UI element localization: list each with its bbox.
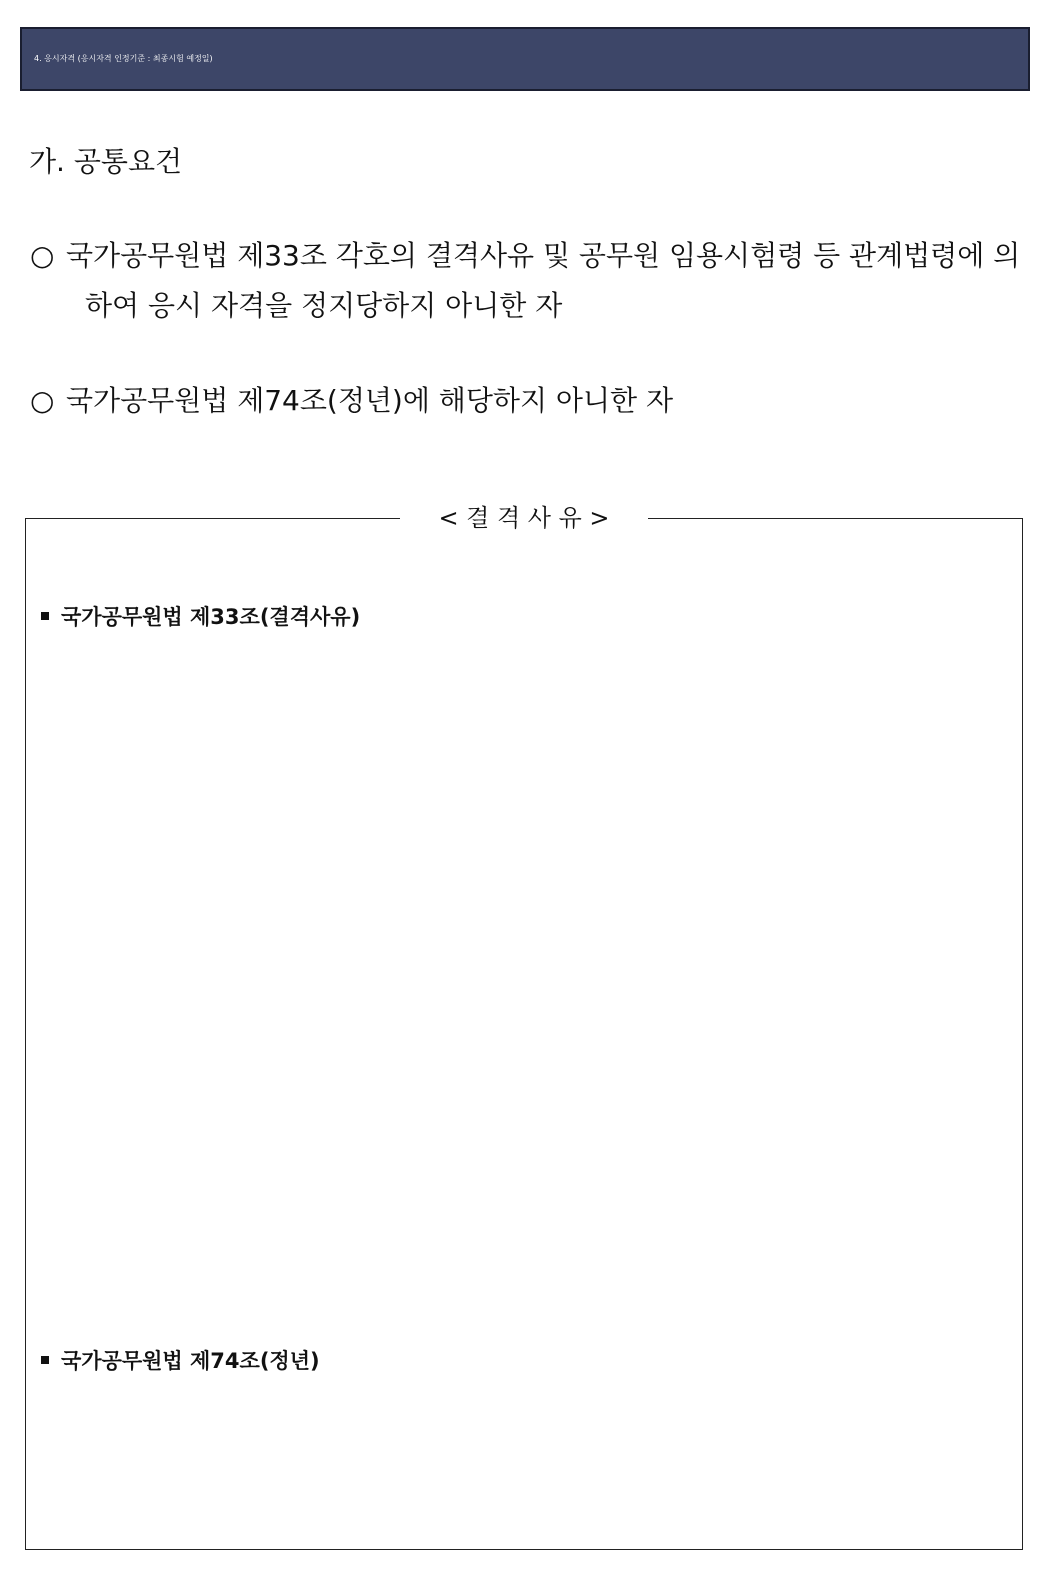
square-bullet-icon — [41, 612, 49, 620]
list-item — [35, 710, 1025, 747]
list-item — [35, 1045, 1025, 1082]
list-item — [35, 636, 1025, 673]
requirement-text: 국가공무원법 제33조 각호의 결격사유 및 공무원 임용시험령 등 관계법령에 의 — [66, 239, 1021, 272]
spacer — [35, 1306, 1025, 1343]
requirement-text: 국가공무원법 제74조(정년)에 해당하지 아니한 자 — [66, 384, 673, 417]
disqualification-content — [35, 599, 1025, 1491]
list-item-continued — [35, 748, 1025, 785]
list-item — [35, 1268, 1025, 1305]
requirement-item-2 — [30, 379, 673, 423]
list-item-continued — [35, 934, 1025, 971]
list-item — [35, 971, 1025, 1008]
section-heading: 국가공무원법 제33조(결격사유) — [35, 599, 1025, 636]
box-title: < 결 격 사 유 > — [400, 501, 648, 535]
list-item — [35, 1380, 1025, 1417]
list-item — [35, 1417, 1025, 1454]
list-item-continued — [35, 1008, 1025, 1045]
list-item-continued — [35, 1120, 1025, 1157]
list-item — [35, 1231, 1025, 1268]
sub-list-item — [35, 1157, 1025, 1194]
subsection-title: 가. 공통요건 — [29, 145, 183, 178]
requirement-item-1 — [30, 234, 1020, 278]
section-header: 4. 응시자격 (응시자격 인정기준 : 최종시험 예정일) — [20, 27, 1030, 91]
list-item — [35, 859, 1025, 896]
square-bullet-icon — [41, 1356, 49, 1364]
list-item — [35, 822, 1025, 859]
list-item — [35, 896, 1025, 933]
circle-bullet-icon: ○ — [30, 384, 55, 417]
list-item — [35, 673, 1025, 710]
sub-list-item — [35, 1194, 1025, 1231]
section-heading: 국가공무원법 제74조(정년) — [35, 1343, 1025, 1380]
list-item-continued — [35, 1454, 1025, 1491]
list-item — [35, 785, 1025, 822]
circle-bullet-icon: ○ — [30, 239, 55, 272]
list-item-continued — [35, 1082, 1025, 1119]
requirement-item-1-continued: 하여 응시 자격을 정지당하지 아니한 자 — [85, 289, 563, 322]
